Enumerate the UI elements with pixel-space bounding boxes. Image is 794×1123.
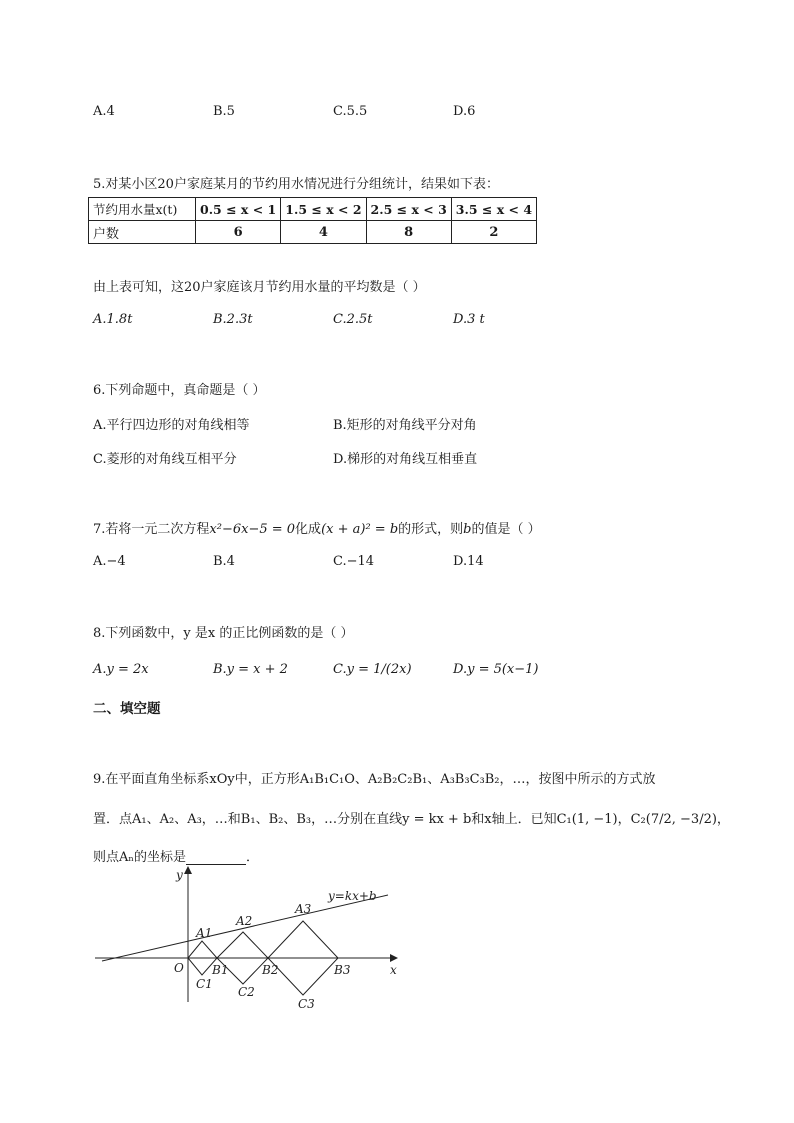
interval-3: 2.5 ≤ x < 3 <box>366 198 451 221</box>
q5-option-d: D.3 t <box>453 312 485 327</box>
q7-form: (x + a)² = b <box>321 522 399 537</box>
table-row <box>89 198 537 221</box>
q4-option-a: A.4 <box>93 104 115 119</box>
label-c1: C1 <box>196 977 213 991</box>
label-a2: A2 <box>236 914 253 928</box>
label-c2: C2 <box>238 985 255 999</box>
q6-option-a: A.平行四边形的对角线相等 <box>93 418 250 433</box>
label-b2: B2 <box>262 963 279 977</box>
q4-option-c: C.5.5 <box>333 104 368 119</box>
coordinate-figure <box>90 862 410 1020</box>
label-c3: C3 <box>298 997 315 1011</box>
line-label: y=kx+b <box>328 889 377 903</box>
q6-stem: 6.下列命题中，真命题是（ ） <box>93 383 266 398</box>
count-4: 2 <box>451 221 536 244</box>
q9-line2: 置．点A₁、A₂、A₃，…和B₁、B₂、B₃，…分别在直线y = kx + b和x轴上．已知C₁(1, −1)，C₂(7/2, −3/2)， <box>93 812 730 827</box>
q5-option-b: B.2.3t <box>213 312 253 327</box>
q7-stem <box>93 518 541 537</box>
q4-option-b: B.5 <box>213 104 235 119</box>
q6-option-b: B.矩形的对角线平分对角 <box>333 418 477 433</box>
q8-stem: 8.下列函数中，y 是x 的正比例函数的是（ ） <box>93 626 354 641</box>
q5-option-a: A.1.8t <box>93 312 133 327</box>
q5-option-c: C.2.5t <box>333 312 373 327</box>
q8-option-d: D.y = 5(x−1) <box>453 662 539 677</box>
count-2: 4 <box>281 221 366 244</box>
q8-option-b: B.y = x + 2 <box>213 662 288 677</box>
label-a3: A3 <box>295 902 312 916</box>
table-header-usage: 节约用水量x(t) <box>89 198 196 221</box>
q7-stem-a: 7.若将一元二次方程 <box>93 522 210 537</box>
q7-var: b <box>463 522 472 537</box>
q7-option-b: B.4 <box>213 554 235 569</box>
x-axis-label: x <box>390 963 397 977</box>
q7-stem-c: 的形式，则 <box>398 522 464 537</box>
y-axis-label: y <box>176 868 183 882</box>
line-kx-b <box>102 895 388 961</box>
q7-option-d: D.14 <box>453 554 484 569</box>
q7-option-a: A.−4 <box>93 554 126 569</box>
label-a1: A1 <box>196 926 213 940</box>
q7-stem-b: 化成 <box>295 522 322 537</box>
q9-line1: 9.在平面直角坐标系xOy中，正方形A₁B₁C₁O、A₂B₂C₂B₁、A₃B₃C₃B₂，…，按图中所示的方式放 <box>93 772 656 787</box>
water-usage-table <box>88 197 537 244</box>
q5-question: 由上表可知，这20户家庭该月节约用水量的平均数是（ ） <box>93 280 426 295</box>
q9-line3-end: ． <box>246 850 260 865</box>
q8-option-a: A.y = 2x <box>93 662 149 677</box>
x-axis-arrow <box>390 954 398 962</box>
q9-line3-text: 则点Aₙ的坐标是 <box>93 850 187 865</box>
table-row <box>89 221 537 244</box>
count-1: 6 <box>196 221 281 244</box>
interval-1: 0.5 ≤ x < 1 <box>196 198 281 221</box>
section-title: 二、填空题 <box>93 701 161 717</box>
q6-option-c: C.菱形的对角线互相平分 <box>93 452 237 467</box>
interval-4: 3.5 ≤ x < 4 <box>451 198 536 221</box>
label-b3: B3 <box>334 963 351 977</box>
q4-option-d: D.6 <box>453 104 476 119</box>
q7-stem-d: 的值是（ ） <box>471 522 541 537</box>
label-b1: B1 <box>212 963 229 977</box>
q7-equation: x²−6x−5 = 0 <box>209 522 296 537</box>
count-3: 8 <box>366 221 451 244</box>
q8-option-c: C.y = 1/(2x) <box>333 662 412 677</box>
q5-stem: 5.对某小区20户家庭某月的节约用水情况进行分组统计，结果如下表： <box>93 177 499 192</box>
interval-2: 1.5 ≤ x < 2 <box>281 198 366 221</box>
table-header-households: 户数 <box>89 221 196 244</box>
origin-label: O <box>174 961 184 975</box>
q6-option-d: D.梯形的对角线互相垂直 <box>333 452 478 467</box>
y-axis-arrow <box>184 866 192 874</box>
q7-option-c: C.−14 <box>333 554 375 569</box>
